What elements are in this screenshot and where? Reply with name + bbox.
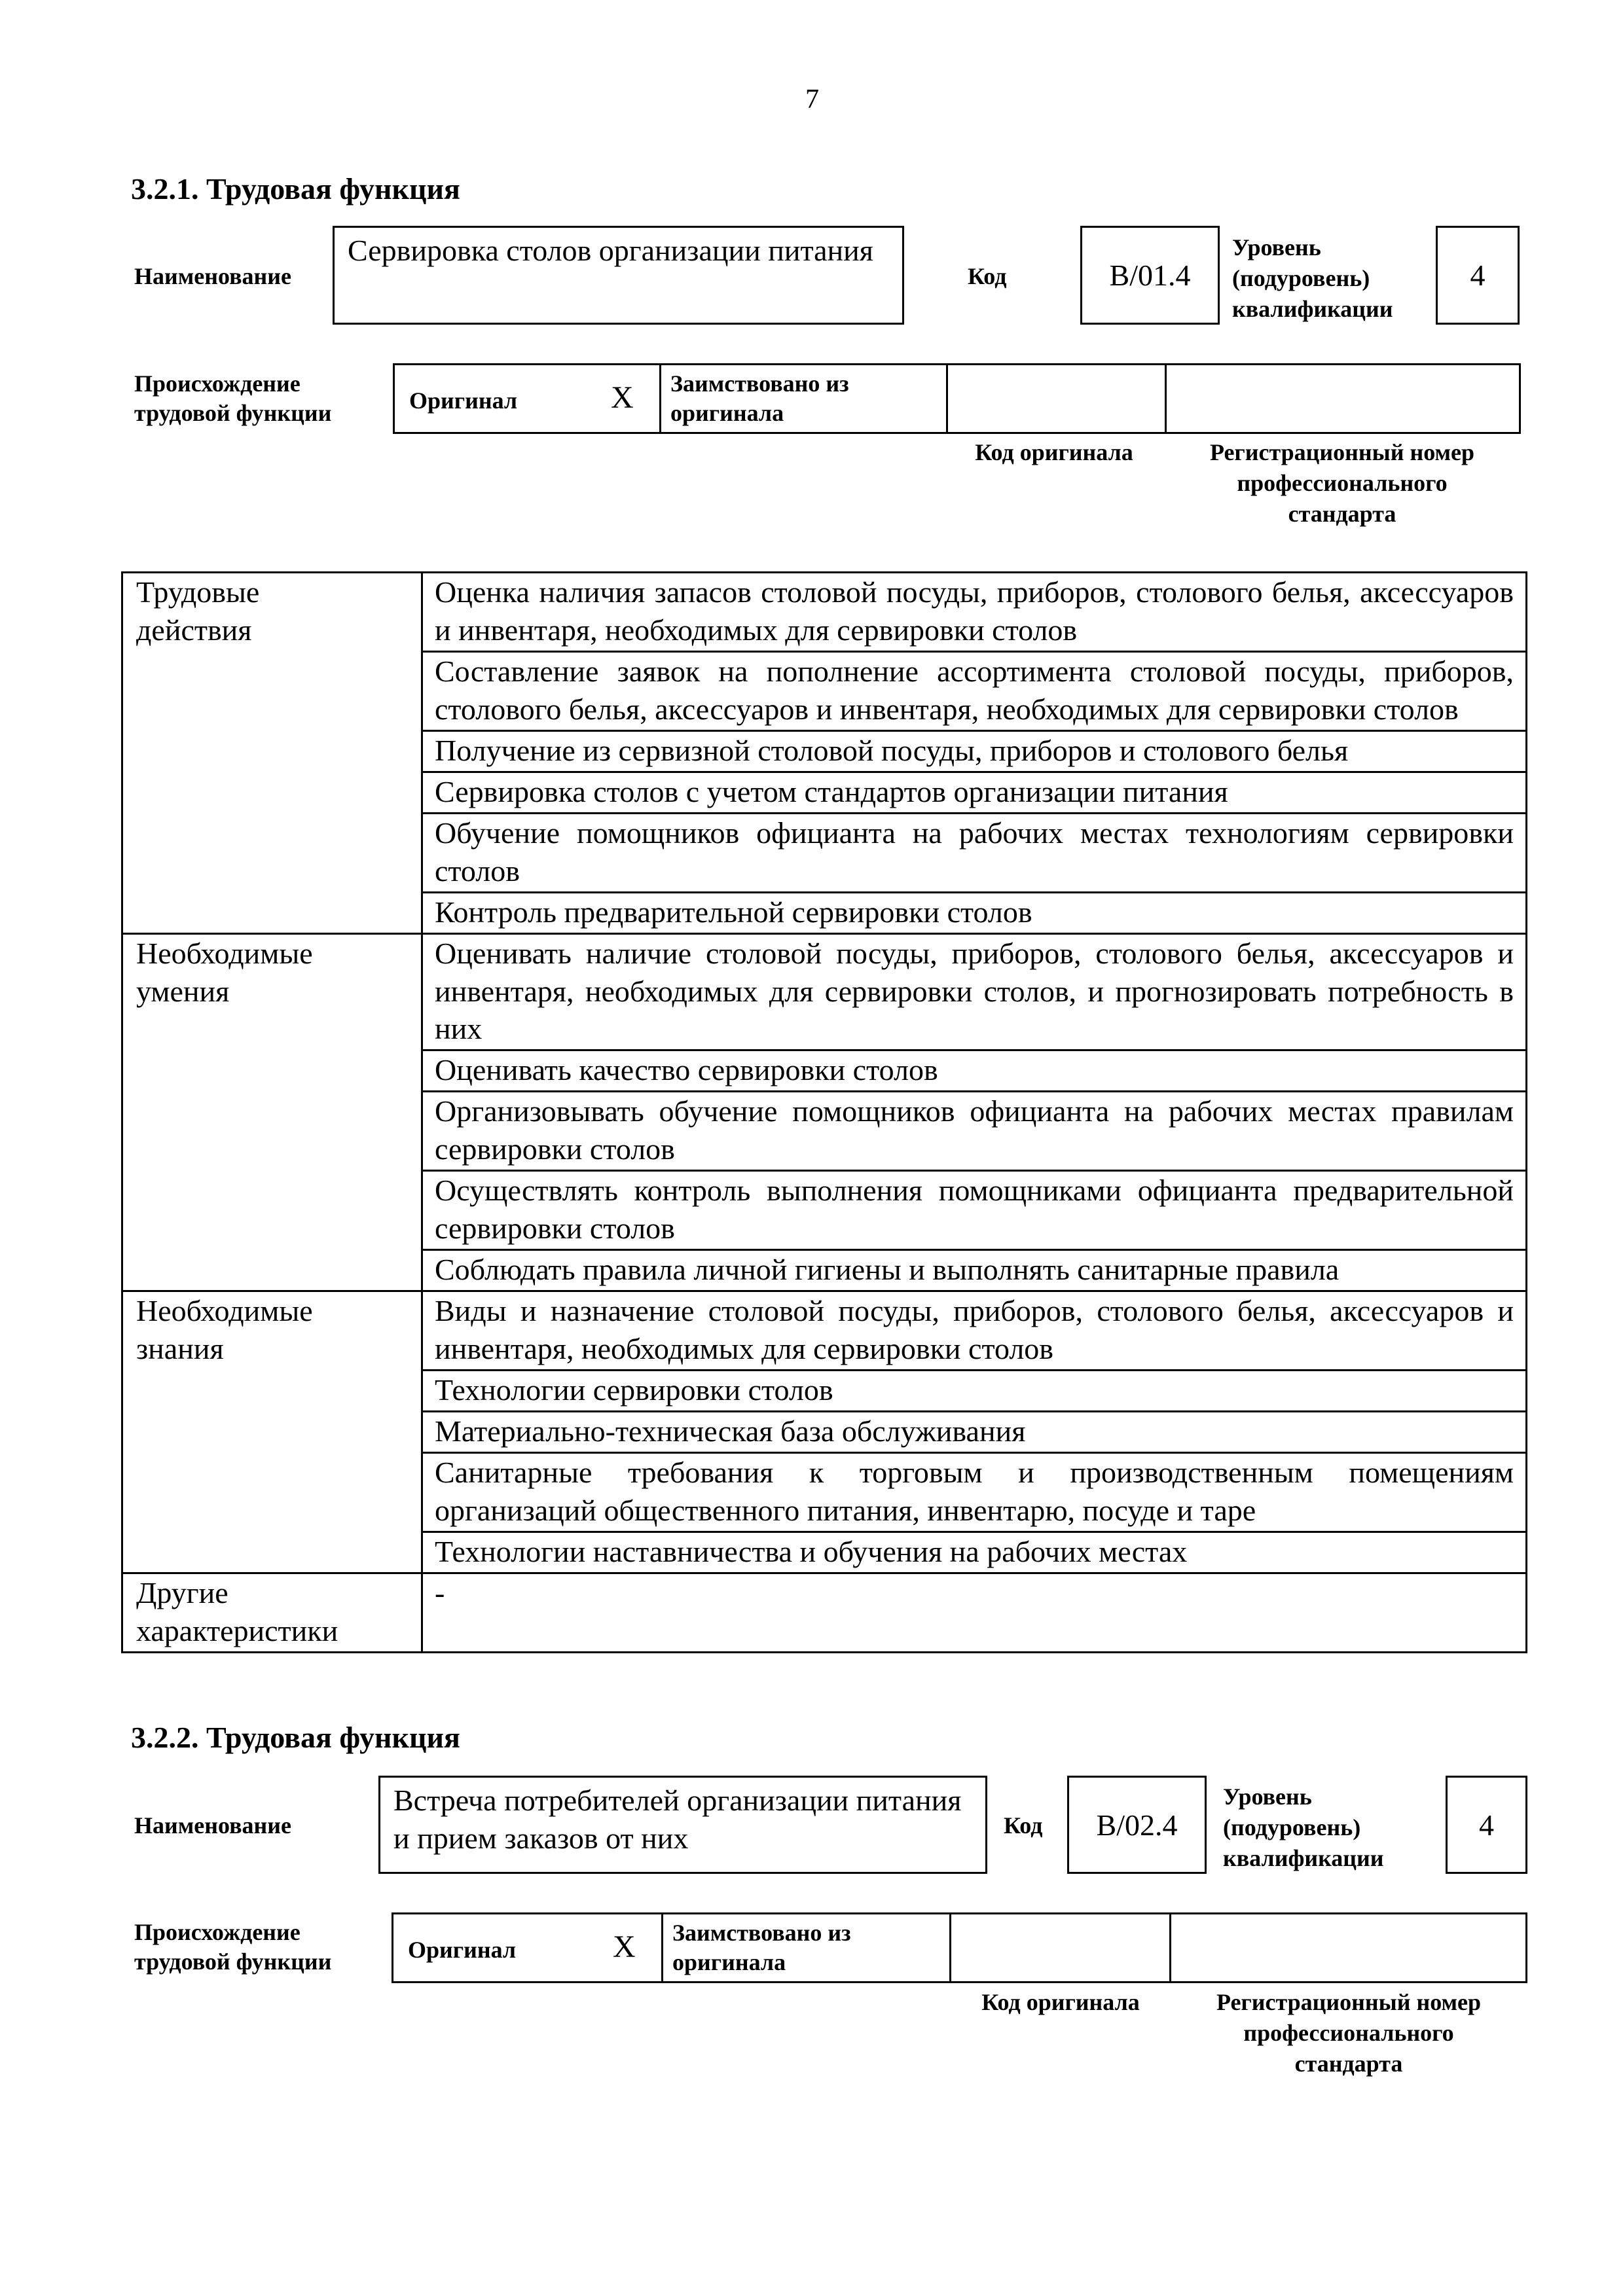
function1-borrowed-cell: Заимствовано из оригинала: [661, 365, 948, 432]
function1-reg-number-label: Регистрационный номер профессионального стандарта: [1209, 439, 1475, 527]
function2-name-box: [378, 1776, 987, 1874]
table-cell: Составление заявок на пополнение ассортимента столовой посуды, приборов, столового белья, аксессуаров и инвентаря, необходимых для сервировки столов: [422, 651, 1527, 730]
function1-name-value: Сервировка столов организации питания: [348, 234, 873, 267]
function2-original-cell: Оригинал X: [393, 1914, 663, 1981]
function2-level-label: Уровень (подуровень) квалификации: [1223, 1784, 1384, 1871]
function1-level-box: [1436, 226, 1520, 325]
table-cell: Осуществлять контроль выполнения помощниками официанта предварительной сервировки столов: [422, 1171, 1527, 1250]
table-cell: -: [422, 1573, 1527, 1652]
table-cell: Сервировка столов с учетом стандартов организации питания: [422, 772, 1527, 813]
function2-code-label: Код: [1004, 1812, 1043, 1839]
function2-origin-label: Происхождение трудовой функции: [134, 1919, 332, 1975]
table-cell: Материально-техническая база обслуживания: [422, 1412, 1527, 1453]
table-cell: Санитарные требования к торговым и производственным помещениям организаций общественного питания, инвентарю, посуде и таре: [422, 1452, 1527, 1532]
category-other-characteristics: Другие характеристики: [122, 1573, 422, 1652]
function1-level-label: Уровень (подуровень) квалификации: [1232, 234, 1393, 322]
function1-code-label: Код: [968, 263, 1007, 289]
function1-code-box: [1080, 226, 1220, 325]
function2-code-box: [1067, 1776, 1207, 1874]
function2-name-label: Наименование: [134, 1812, 291, 1839]
category-labor-actions: Трудовые действия: [122, 573, 422, 934]
function1-level-value: 4: [1470, 259, 1486, 292]
function1-code-original-cell: [948, 365, 1167, 432]
table-cell: Получение из сервизной столовой посуды, приборов и столового белья: [422, 730, 1527, 772]
function1-name-box: [333, 226, 904, 325]
table-row: [122, 573, 1527, 652]
function2-reg-number-cell: [1171, 1914, 1525, 1981]
function1-name-label: Наименование: [134, 263, 291, 289]
table-cell: Технологии сервировки столов: [422, 1371, 1527, 1412]
function1-origin-label: Происхождение трудовой функции: [134, 370, 332, 426]
function1-details-table: [121, 571, 1527, 1653]
function2-code-original-label: Код оригинала: [981, 1989, 1140, 2015]
table-row: [122, 933, 1527, 1050]
function2-title: 3.2.2. Трудовая функция: [131, 1721, 460, 1754]
function1-reg-number-cell: [1167, 365, 1519, 432]
function2-code-value: B/02.4: [1096, 1808, 1178, 1842]
function2-reg-number-label: Регистрационный номер профессионального стандарта: [1216, 1989, 1482, 2077]
function1-title: 3.2.1. Трудовая функция: [131, 172, 460, 206]
category-required-knowledge: Необходимые знания: [122, 1291, 422, 1573]
function2-code-original-cell: [951, 1914, 1171, 1981]
table-cell: Соблюдать правила личной гигиены и выполнять санитарные правила: [422, 1250, 1527, 1291]
table-cell: Оценивать наличие столовой посуды, приборов, столового белья, аксессуаров и инвентаря, необходимых для сервировки столов, и прогнозировать потребность в них: [422, 933, 1527, 1050]
function2-level-box: [1446, 1776, 1527, 1874]
table-cell: Обучение помощников официанта на рабочих местах технологиям сервировки столов: [422, 813, 1527, 892]
function1-original-cell: Оригинал X: [395, 365, 661, 432]
function2-original-mark: X: [613, 1929, 636, 1964]
table-cell: Оценивать качество сервировки столов: [422, 1050, 1527, 1092]
table-row: [122, 1291, 1527, 1371]
page-number: 7: [805, 84, 819, 115]
table-cell: Технологии наставничества и обучения на рабочих местах: [422, 1532, 1527, 1573]
function2-borrowed-cell: Заимствовано из оригинала: [663, 1914, 951, 1981]
table-cell: Оценка наличия запасов столовой посуды, приборов, столового белья, аксессуаров и инвентаря, необходимых для сервировки столов: [422, 573, 1527, 652]
function2-name-value: Встреча потребителей организации питания и прием заказов от них: [393, 1784, 962, 1855]
table-cell: Организовывать обучение помощников официанта на рабочих местах правилам сервировки столов: [422, 1092, 1527, 1171]
function2-level-value: 4: [1479, 1808, 1494, 1842]
function1-origin-table: [393, 363, 1521, 434]
function2-origin-table: [392, 1912, 1527, 1983]
function1-code-value: B/01.4: [1109, 259, 1191, 292]
category-required-skills: Необходимые умения: [122, 933, 422, 1291]
function1-code-original-label: Код оригинала: [975, 439, 1133, 465]
table-row: [122, 1573, 1527, 1652]
table-cell: Виды и назначение столовой посуды, приборов, столового белья, аксессуаров и инвентаря, необходимых для сервировки столов: [422, 1291, 1527, 1371]
table-cell: Контроль предварительной сервировки столов: [422, 892, 1527, 933]
function1-original-mark: X: [611, 380, 634, 415]
